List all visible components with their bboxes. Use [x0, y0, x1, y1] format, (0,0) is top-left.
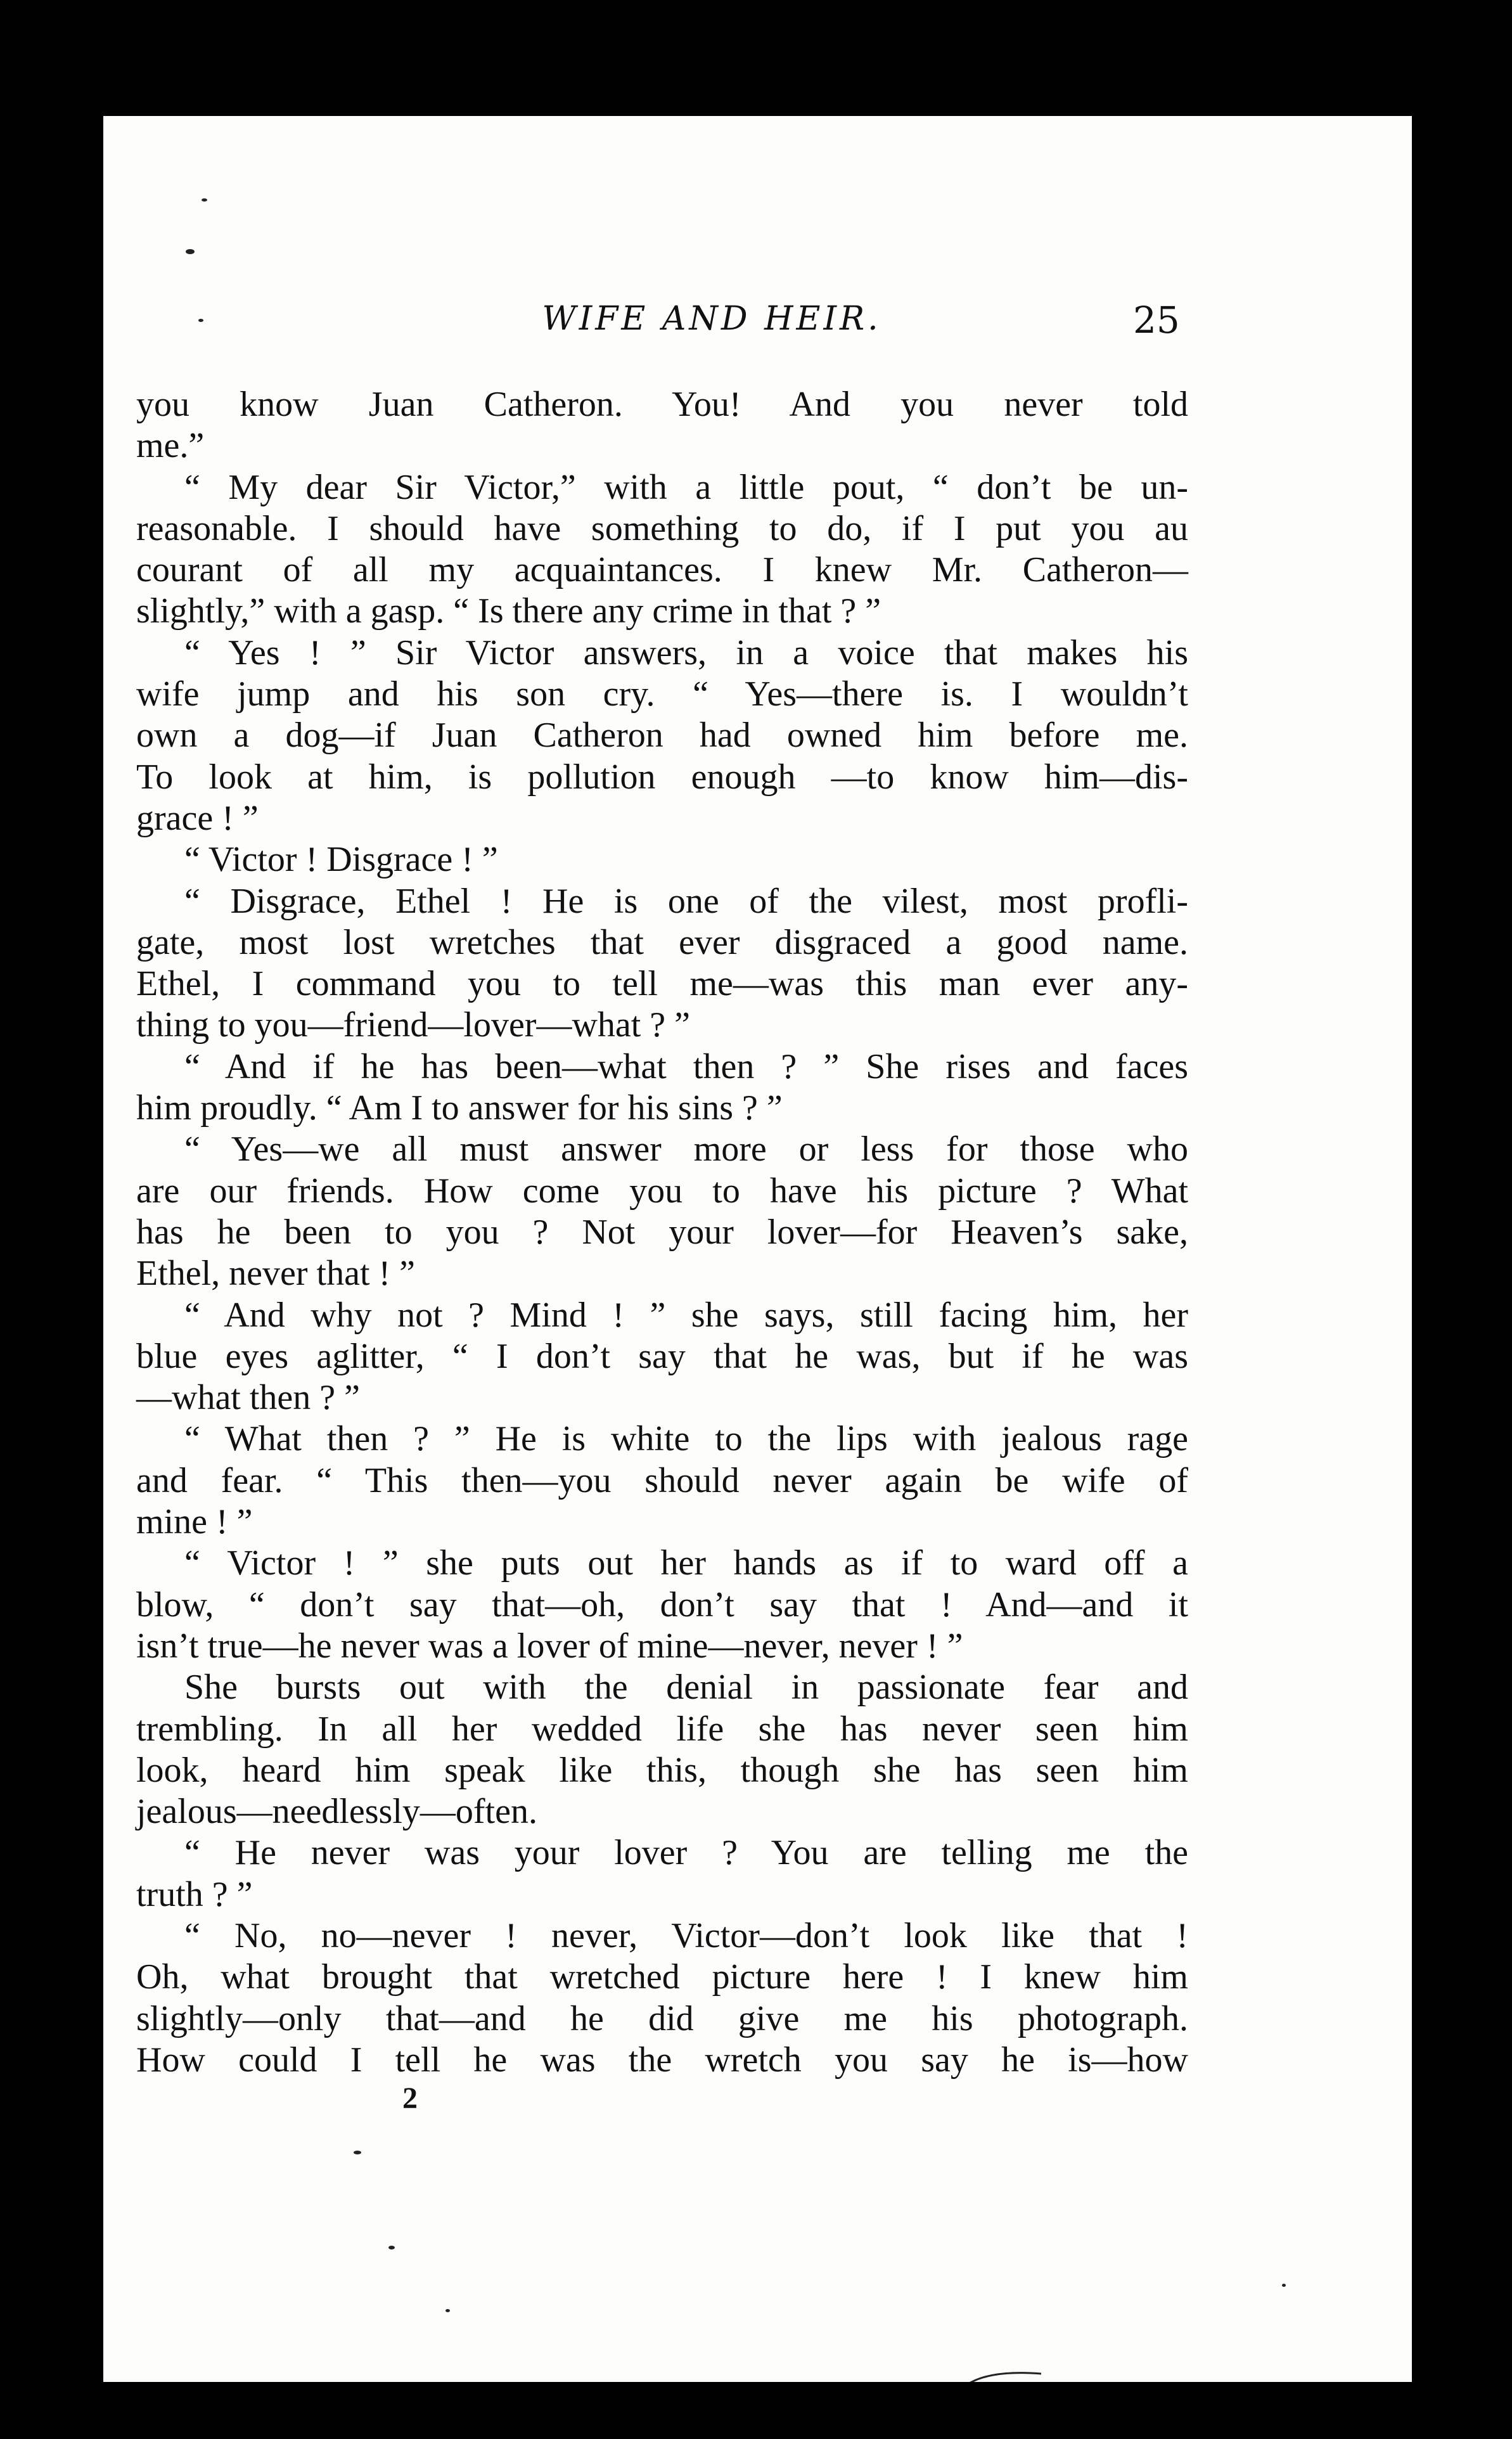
print-speck	[388, 2246, 395, 2249]
text-line: “ Victor ! Disgrace ! ”	[184, 840, 498, 880]
page-number: 25	[1133, 299, 1180, 342]
text-line: reasonable. I should have something to do, if I put you au	[136, 508, 1188, 548]
text-line: thing to you—friend—lover—what ? ”	[136, 1005, 691, 1045]
text-line: are our friends. How come you to have his picture ? What	[136, 1171, 1188, 1211]
running-title: WIFE AND HEIR.	[542, 300, 881, 338]
print-speck	[354, 2151, 361, 2154]
text-line: “ No, no—never ! never, Victor—don’t look like that !	[184, 1915, 1188, 1955]
text-line: isn’t true—he never was a lover of mine—never, never ! ”	[136, 1626, 963, 1666]
text-line: has he been to you ? Not your lover—for Heaven’s sake,	[136, 1212, 1188, 1252]
text-line: —what then ? ”	[136, 1378, 360, 1418]
running-head	[103, 293, 1412, 344]
text-line: and fear. “ This then—you should never again be wife of	[136, 1460, 1188, 1500]
text-line: look, heard him speak like this, though she has seen him	[136, 1750, 1188, 1790]
text-line: “ Disgrace, Ethel ! He is one of the vilest, most profli-	[184, 881, 1188, 921]
print-speck	[202, 198, 207, 202]
text-line: “ Victor ! ” she puts out her hands as if to ward off a	[184, 1543, 1188, 1583]
text-line: own a dog—if Juan Catheron had owned him before me.	[136, 716, 1188, 756]
text-line: “ He never was your lover ? You are telling me the	[184, 1833, 1188, 1873]
text-line: blow, “ don’t say that—oh, don’t say that ! And—and it	[136, 1585, 1188, 1625]
text-line: Ethel, never that ! ”	[136, 1254, 416, 1294]
text-line: jealous—needlessly—often.	[136, 1792, 537, 1832]
text-line: slightly,” with a gasp. “ Is there any crime in that ? ”	[136, 591, 881, 631]
book-page	[103, 116, 1412, 2382]
text-line: To look at him, is pollution enough —to know him—dis-	[136, 757, 1188, 797]
text-line: How could I tell he was the wretch you say he is—how	[136, 2040, 1188, 2080]
signature-mark: 2	[402, 2082, 418, 2115]
text-line: him proudly. “ Am I to answer for his sins ? ”	[136, 1088, 783, 1128]
text-line: courant of all my acquaintances. I knew Mr. Catheron—	[136, 550, 1188, 590]
text-line: blue eyes aglitter, “ I don’t say that he was, but if he was	[136, 1336, 1188, 1376]
text-line: “ And if he has been—what then ? ” She rises and faces	[184, 1046, 1188, 1086]
text-line: wife jump and his son cry. “ Yes—there is. I wouldn’t	[136, 674, 1188, 714]
print-speck	[1282, 2284, 1286, 2287]
print-speck	[186, 249, 195, 254]
text-line: me.”	[136, 426, 205, 466]
text-line: you know Juan Catheron. You! And you never told	[136, 385, 1188, 424]
text-line: “ My dear Sir Victor,” with a little pout, “ don’t be un-	[184, 467, 1188, 507]
text-line: slightly—only that—and he did give me his photograph.	[136, 1998, 1188, 2038]
text-line: grace ! ”	[136, 798, 259, 838]
body-text	[136, 384, 1188, 2081]
text-line: “ Yes—we all must answer more or less for those who	[184, 1129, 1188, 1169]
print-speck	[198, 319, 203, 322]
print-speck	[445, 2309, 450, 2312]
text-line: “ Yes ! ” Sir Victor answers, in a voice that makes his	[184, 633, 1188, 672]
text-line: trembling. In all her wedded life she has never seen him	[136, 1709, 1188, 1749]
text-line: She bursts out with the denial in passionate fear and	[184, 1668, 1188, 1708]
text-line: Oh, what brought that wretched picture here ! I knew him	[136, 1957, 1188, 1997]
print-curl-mark	[959, 2366, 1048, 2382]
text-line: truth ? ”	[136, 1874, 253, 1914]
text-line: “ What then ? ” He is white to the lips with jealous rage	[184, 1419, 1188, 1459]
text-line: “ And why not ? Mind ! ” she says, still facing him, her	[184, 1295, 1188, 1335]
text-line: Ethel, I command you to tell me—was this man ever any-	[136, 964, 1188, 1004]
text-line: gate, most lost wretches that ever disgraced a good name.	[136, 922, 1188, 962]
text-line: mine ! ”	[136, 1502, 253, 1542]
